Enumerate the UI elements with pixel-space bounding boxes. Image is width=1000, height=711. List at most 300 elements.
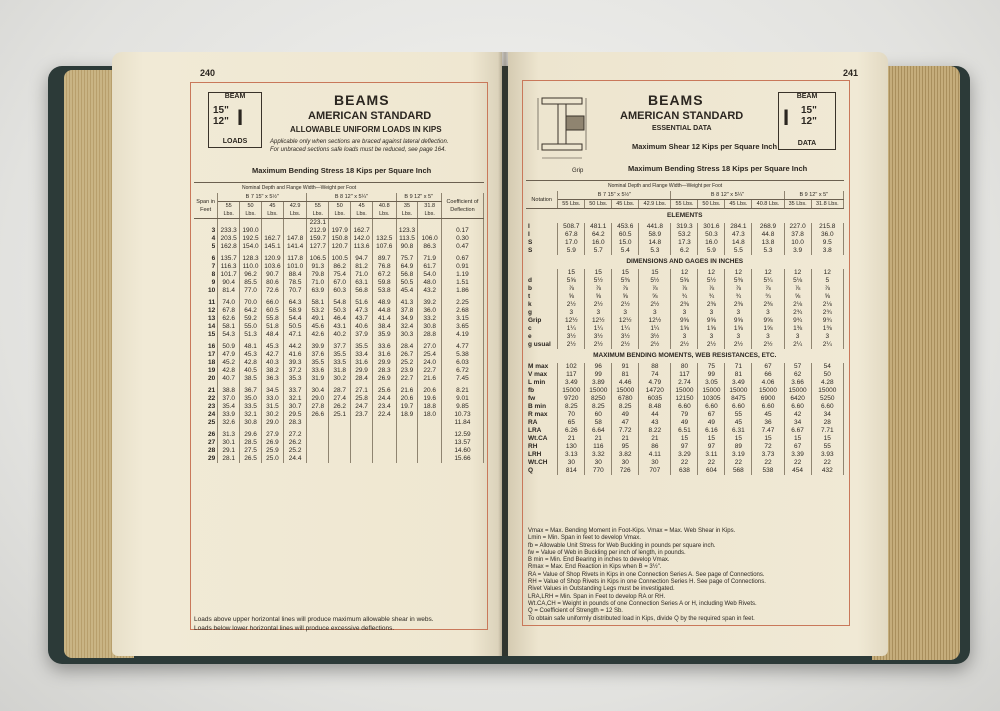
span-cell: 29 [194, 455, 218, 463]
dim-cell: 3 [698, 333, 725, 341]
load-cell: 31.9 [307, 375, 329, 383]
table-row [194, 411, 484, 419]
load-cell: 32.1 [240, 411, 262, 419]
moment-cell: 3.49 [558, 379, 585, 387]
moment-cell: 707 [639, 467, 671, 475]
table-row [526, 411, 844, 419]
moment-cell: 28 [811, 419, 843, 427]
load-cell: 29.9 [373, 359, 396, 367]
dim-cell: 1⅝ [671, 325, 698, 333]
moment-cell: 770 [585, 467, 612, 475]
weight-header: 31.8 Lbs. [811, 200, 843, 209]
load-cell: 162.7 [262, 235, 284, 243]
moment-cell: 50 [811, 371, 843, 379]
notation-legend [528, 528, 766, 623]
depth-cell: 12 [752, 269, 784, 277]
load-cell: 35.9 [373, 331, 396, 339]
load-cell: 23.7 [351, 411, 373, 419]
load-cell: 59.8 [373, 279, 396, 287]
group-header-2: B 8 12" x 5¼" [671, 191, 784, 200]
dims-title-row [526, 255, 844, 269]
load-cell: 45.4 [396, 287, 418, 295]
dim-cell: 5½ [698, 277, 725, 285]
load-cell: 58.9 [283, 307, 306, 315]
dim-cell: 3½ [639, 333, 671, 341]
load-cell: 78.5 [283, 279, 306, 287]
load-cell: 28.7 [329, 383, 351, 395]
dim-cell: 3 [671, 309, 698, 317]
moment-cell: 3.89 [585, 379, 612, 387]
load-cell: 66.0 [262, 295, 284, 307]
load-cell: 31.3 [218, 427, 240, 439]
page-number: 241 [842, 68, 858, 78]
moment-cell: 55 [811, 443, 843, 451]
moment-cell: 117 [671, 371, 698, 379]
moment-cell: 55 [725, 411, 752, 419]
load-cell [283, 219, 306, 228]
load-cell: 48.0 [418, 279, 441, 287]
moment-cell: 3.11 [698, 451, 725, 459]
moment-cell: 432 [811, 467, 843, 475]
load-cell [307, 447, 329, 455]
table-row [526, 395, 844, 403]
load-cell: 25.9 [262, 447, 284, 455]
load-cell: 30.7 [283, 403, 306, 411]
moment-cell: 65 [558, 419, 585, 427]
notation-cell: I [526, 231, 558, 239]
load-cell: 72.6 [262, 287, 284, 295]
table-row [194, 243, 484, 251]
dim-cell: 2⅛ [811, 301, 843, 309]
coef-cell [441, 219, 483, 228]
weight-header: 55 Lbs. [671, 200, 698, 209]
load-cell: 43.2 [418, 287, 441, 295]
moment-cell: 4.79 [639, 379, 671, 387]
table-row [526, 387, 844, 395]
load-cell: 32.6 [218, 419, 240, 427]
load-cell: 21.6 [418, 375, 441, 383]
load-cell: 24.4 [283, 455, 306, 463]
dim-cell: ⅝ [784, 293, 811, 301]
table-row [526, 277, 844, 285]
dim-cell: 9⅝ [671, 317, 698, 325]
load-cell: 203.5 [218, 235, 240, 243]
load-cell: 20.6 [418, 383, 441, 395]
load-cell: 33.2 [418, 315, 441, 323]
dim-cell: 2⅜ [671, 301, 698, 309]
coef-cell: 1.51 [441, 279, 483, 287]
moments-title-row [526, 349, 844, 363]
load-cell: 76.8 [373, 263, 396, 271]
depth-cell: 12 [725, 269, 752, 277]
load-cell: 26.6 [307, 411, 329, 419]
dims-depth-row [526, 269, 844, 277]
moment-cell: 454 [784, 467, 811, 475]
load-cell: 120.9 [262, 251, 284, 263]
load-cell [351, 419, 373, 427]
table-row [194, 315, 484, 323]
dim-cell: 3 [811, 333, 843, 341]
table-row [526, 317, 844, 325]
load-cell: 41.4 [373, 315, 396, 323]
load-cell: 48.9 [373, 295, 396, 307]
span-cell: 8 [194, 271, 218, 279]
coef-cell: 5.38 [441, 351, 483, 359]
load-cell [218, 219, 240, 228]
coef-cell: 0.47 [441, 243, 483, 251]
essential-data-table [526, 191, 844, 475]
page-subtitle: AMERICAN STANDARD [308, 110, 432, 122]
table-row [194, 263, 484, 271]
dim-cell: ¾ [698, 293, 725, 301]
moment-cell: 67 [784, 443, 811, 451]
moment-cell: 3.39 [784, 451, 811, 459]
group-header-1: B 7 15" x 5½" [558, 191, 671, 200]
weight-header: 42.9 Lbs. [283, 202, 306, 219]
load-cell: 36.3 [262, 375, 284, 383]
dim-cell: 1⅜ [784, 325, 811, 333]
element-cell: 227.0 [784, 223, 811, 231]
coef-cell: 13.57 [441, 439, 483, 447]
load-cell: 37.8 [396, 307, 418, 315]
load-cell: 42.8 [240, 359, 262, 367]
moment-cell: 568 [725, 467, 752, 475]
dim-cell: 3 [639, 309, 671, 317]
load-cell: 27.4 [329, 395, 351, 403]
moment-cell: 8.25 [585, 403, 612, 411]
coef-cell: 0.91 [441, 263, 483, 271]
load-cell: 110.0 [240, 263, 262, 271]
legend-line: Q = Coefficient of Strength = 12 Sb. [528, 608, 623, 615]
dim-cell: 3½ [558, 333, 585, 341]
weight-header: 35 Lbs. [784, 200, 811, 209]
notation-cell: g usual [526, 341, 558, 349]
span-cell: 4 [194, 235, 218, 243]
legend-line: Rmax = Max. End Reaction in Kips when B = 3½". [528, 564, 662, 571]
moment-cell: 8.25 [558, 403, 585, 411]
moment-cell: 8.25 [612, 403, 639, 411]
dim-cell: 12½ [612, 317, 639, 325]
load-cell: 40.2 [329, 331, 351, 339]
moment-cell: 2.74 [671, 379, 698, 387]
table-row [526, 341, 844, 349]
moments-title: MAXIMUM BENDING MOMENTS, WEB RESISTANCES, ETC. [593, 352, 777, 359]
load-cell: 154.0 [240, 243, 262, 251]
legend-line: To obtain safe uniformly distributed load in Kips, divide Q by the required span in feet. [528, 615, 755, 622]
table-row [194, 235, 484, 243]
coef-cell: 14.60 [441, 447, 483, 455]
load-cell: 41.6 [283, 351, 306, 359]
dim-cell: 1¼ [558, 325, 585, 333]
load-cell: 94.7 [351, 251, 373, 263]
elements-title-row [526, 209, 844, 224]
load-cell: 25.0 [262, 455, 284, 463]
dim-cell: ⅞ [698, 285, 725, 293]
table-row [526, 363, 844, 371]
element-cell: 17.0 [558, 239, 585, 247]
notation-cell: e [526, 333, 558, 341]
load-cell: 30.8 [418, 323, 441, 331]
moment-cell: 15 [811, 435, 843, 443]
notation-cell: Wt.CA [526, 435, 558, 443]
load-cell: 37.2 [283, 367, 306, 375]
moment-cell: 47 [612, 419, 639, 427]
notation-cell: V max [526, 371, 558, 379]
span-cell: 15 [194, 331, 218, 339]
coef-cell: 8.21 [441, 383, 483, 395]
span-cell: 23 [194, 403, 218, 411]
dim-cell: 2½ [639, 341, 671, 349]
dim-cell: ⅞ [752, 285, 784, 293]
moment-cell: 6.64 [585, 427, 612, 435]
moment-cell: 117 [558, 371, 585, 379]
moment-cell: 15000 [752, 387, 784, 395]
stress-label: Maximum Bending Stress 18 Kips per Square Inch [628, 164, 808, 173]
load-cell: 18.0 [418, 411, 441, 419]
load-cell [396, 427, 418, 439]
table-row [194, 383, 484, 395]
table-row [194, 395, 484, 403]
table-row [526, 459, 844, 467]
load-cell: 26.9 [373, 375, 396, 383]
moment-cell: 70 [558, 411, 585, 419]
group-header: Nominal Depth and Flange Width—Weight per Foot [242, 185, 357, 191]
dim-cell: 2½ [558, 341, 585, 349]
coef-cell: 0.17 [441, 227, 483, 235]
moment-cell: 44 [639, 411, 671, 419]
moment-cell: 3.73 [752, 451, 784, 459]
depth-cell: 12 [784, 269, 811, 277]
badge-size-2: 12" [213, 116, 229, 127]
load-cell: 28.3 [373, 367, 396, 375]
span-cell: 21 [194, 383, 218, 395]
notation-cell: fb [526, 387, 558, 395]
notation-cell: M max [526, 363, 558, 371]
element-cell: 319.3 [671, 223, 698, 231]
load-cell: 106.0 [418, 235, 441, 243]
load-cell: 75.7 [396, 251, 418, 263]
dim-cell: ⅝ [639, 293, 671, 301]
page-title: BEAMS [334, 92, 390, 108]
element-cell: 284.1 [725, 223, 752, 231]
dim-cell: ⅞ [671, 285, 698, 293]
dim-cell: 2½ [698, 341, 725, 349]
table-row [526, 309, 844, 317]
moment-cell: 62 [784, 371, 811, 379]
load-cell [307, 455, 329, 463]
load-cell: 86.3 [418, 243, 441, 251]
table-row [194, 251, 484, 263]
dim-cell: 3 [585, 309, 612, 317]
load-cell: 223.1 [307, 219, 329, 228]
element-cell: 44.8 [752, 231, 784, 239]
moment-cell: 81 [612, 371, 639, 379]
load-cell: 212.9 [307, 227, 329, 235]
moment-cell: 66 [752, 371, 784, 379]
load-cell: 54.0 [418, 271, 441, 279]
legend-line: LRA,LRH = Min. Span in Feet to develop RA or RH. [528, 593, 666, 600]
load-cell: 29.0 [262, 419, 284, 427]
load-cell: 90.8 [396, 243, 418, 251]
notation-cell: Wt.CH [526, 459, 558, 467]
span-cell: 26 [194, 427, 218, 439]
load-cell [373, 219, 396, 228]
moment-cell: 7.72 [612, 427, 639, 435]
table-row [526, 467, 844, 475]
load-cell [396, 455, 418, 463]
coef-header: Coefficient of Deflection [441, 193, 483, 219]
dim-cell: 5½ [585, 277, 612, 285]
page-number: 240 [200, 68, 216, 78]
load-cell: 45.3 [240, 351, 262, 359]
load-cell: 29.1 [218, 447, 240, 455]
load-cell: 56.8 [396, 271, 418, 279]
moment-cell: 7.71 [811, 427, 843, 435]
badge-bottom-label: LOADS [222, 138, 248, 145]
dim-cell: 5⅜ [725, 277, 752, 285]
moment-cell: 15000 [698, 387, 725, 395]
depth-cell: 15 [612, 269, 639, 277]
element-cell: 481.1 [585, 223, 612, 231]
table-row [526, 451, 844, 459]
moment-cell: 5250 [811, 395, 843, 403]
dim-cell: 2¾ [811, 309, 843, 317]
moment-cell: 6.60 [784, 403, 811, 411]
load-cell: 54.4 [283, 315, 306, 323]
element-cell: 15.0 [612, 239, 639, 247]
load-cell: 71.9 [418, 251, 441, 263]
element-cell: 58.9 [639, 231, 671, 239]
weight-header: 55 Lbs. [558, 200, 585, 209]
dim-cell: 2½ [612, 301, 639, 309]
moment-cell: 42 [784, 411, 811, 419]
dim-cell: ⅞ [639, 285, 671, 293]
load-cell: 81.2 [351, 263, 373, 271]
load-cell: 34.5 [262, 383, 284, 395]
weight-header: 45 Lbs. [262, 202, 284, 219]
load-cell: 63.1 [351, 279, 373, 287]
load-cell: 75.4 [329, 271, 351, 279]
moment-cell: 49 [698, 419, 725, 427]
notation-cell: B min [526, 403, 558, 411]
table-row [194, 323, 484, 331]
weight-header: 45 Lbs. [612, 200, 639, 209]
moment-cell: 97 [671, 443, 698, 451]
dim-cell: 1⅝ [752, 325, 784, 333]
load-cell: 45.6 [307, 323, 329, 331]
dim-cell: 2¾ [784, 309, 811, 317]
depth-cell: 12 [698, 269, 725, 277]
moment-cell: 22 [811, 459, 843, 467]
load-cell: 35.3 [283, 375, 306, 383]
moment-cell: 22 [784, 459, 811, 467]
load-cell [351, 447, 373, 455]
load-cell: 60.5 [262, 307, 284, 315]
load-cell: 36.0 [418, 307, 441, 315]
load-cell: 28.8 [418, 331, 441, 339]
dim-cell: 1¼ [612, 325, 639, 333]
moment-cell: 60 [585, 411, 612, 419]
load-cell [351, 427, 373, 439]
legend-line: fw = Value of Web in Buckling per inch of length, in pounds. [528, 549, 686, 556]
coef-cell: 4.19 [441, 331, 483, 339]
page-subtitle-2: ALLOWABLE UNIFORM LOADS IN KIPS [290, 125, 442, 134]
span-cell: 20 [194, 375, 218, 383]
moment-cell: 7.47 [752, 427, 784, 435]
moment-cell: 9720 [558, 395, 585, 403]
load-cell: 25.4 [418, 351, 441, 359]
load-cell: 22.4 [373, 411, 396, 419]
load-cell: 127.7 [307, 243, 329, 251]
load-cell: 37.7 [329, 339, 351, 351]
load-cell [307, 419, 329, 427]
dim-cell: 2½ [752, 341, 784, 349]
footnote-2: Loads below lower horizontal lines will produce excessive deflections. [194, 625, 395, 632]
moment-cell: 81 [725, 371, 752, 379]
moment-cell: 79 [671, 411, 698, 419]
load-cell: 22.7 [418, 367, 441, 375]
element-cell: 10.0 [784, 239, 811, 247]
load-cell: 132.5 [373, 235, 396, 243]
load-cell: 107.6 [373, 243, 396, 251]
load-cell: 29.6 [240, 427, 262, 439]
dim-cell: ¾ [671, 293, 698, 301]
load-cell [418, 219, 441, 228]
dim-cell: 9⅝ [698, 317, 725, 325]
moment-cell: 15000 [811, 387, 843, 395]
load-cell: 31.5 [262, 403, 284, 411]
load-cell: 27.0 [418, 339, 441, 351]
moment-cell: 15000 [558, 387, 585, 395]
table-row [194, 447, 484, 455]
load-cell [262, 227, 284, 235]
load-cell: 40.5 [240, 367, 262, 375]
load-cell: 64.9 [396, 263, 418, 271]
note-2: For unbraced sections safe loads must be reduced, see page 164. [270, 147, 447, 153]
dim-cell: 2½ [585, 301, 612, 309]
moment-cell: 10305 [698, 395, 725, 403]
moment-cell: 74 [639, 371, 671, 379]
load-cell: 33.0 [262, 395, 284, 403]
load-cell: 55.0 [240, 323, 262, 331]
weight-header: 55 Lbs. [218, 202, 240, 219]
group-header-2: B 8 12" x 5¼" [307, 193, 396, 202]
load-cell [418, 439, 441, 447]
load-cell: 79.8 [307, 271, 329, 279]
table-row [526, 419, 844, 427]
load-cell [373, 227, 396, 235]
moment-cell: 95 [612, 443, 639, 451]
badge-top-label: BEAM [796, 93, 818, 100]
load-cell: 27.5 [240, 447, 262, 455]
load-cell: 31.6 [373, 351, 396, 359]
span-cell: 27 [194, 439, 218, 447]
load-cell: 26.2 [329, 403, 351, 411]
span-cell: 13 [194, 315, 218, 323]
load-cell: 51.3 [240, 331, 262, 339]
load-cell: 147.8 [283, 235, 306, 243]
load-cell: 28.1 [218, 455, 240, 463]
coef-cell: 3.65 [441, 323, 483, 331]
load-cell: 39.3 [283, 359, 306, 367]
moment-cell: 99 [585, 371, 612, 379]
shear-label: Maximum Shear 12 Kips per Square Inch [632, 142, 778, 151]
dim-cell: 2½ [585, 341, 612, 349]
load-cell: 30.2 [262, 411, 284, 419]
load-cell: 86.2 [329, 263, 351, 271]
dim-cell: 5⅝ [671, 277, 698, 285]
dim-cell: 5 [811, 277, 843, 285]
